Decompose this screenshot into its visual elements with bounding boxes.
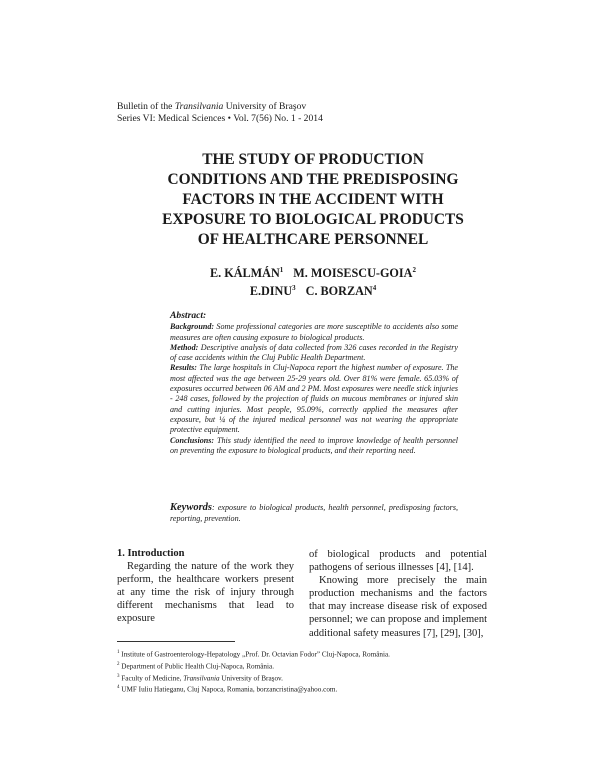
author-line-1: E. KÁLMÁN$^1$ M. MOISESCU-GOIA$^2$: [210, 266, 416, 281]
right-column: [309, 548, 487, 640]
author-list: [100, 263, 526, 299]
paper-title: [100, 150, 526, 250]
footnote-2: $^2$ Department of Public Health Cluj-Napoca, România.: [117, 661, 274, 671]
footnote-3: $^3$ Faculty of Medicine, Transilvania University of Braşov.: [117, 673, 283, 682]
author-line-2: E.DINU$^3$ C. BORZAN$^4$: [249, 284, 377, 299]
journal-header-line1: Bulletin of the Transilvania University of Braşov: [117, 101, 307, 112]
intro-paragraph-right-2: Knowing more precisely the main production mechanisms and the factors that may increase disease risk of exposed personnel; we can propose and implement additional safety measures [7], [29], [30],: [309, 575, 487, 639]
abstract-results: Results: The large hospitals in Cluj-Napoca report the highest number of exposure. The most affected was the age between 25-29 years old. Over 81% were female. 65.03% of exposures occurred between 06 AM and 2 PM. Most exposures were needle stick injuries - 248 cases, followed by the projection of fluids on mucous membranes or injured skin and cutting injuries. Most people, 95.09%, correctly applied the measures after exposure, but ¼ of the injured medical personnel was not wearing the appropriate protective equipment.: [170, 363, 458, 435]
author-borzan: C. BORZAN: [305, 284, 373, 299]
footnotes: [117, 648, 497, 695]
section-heading-introduction: 1. Introduction: [117, 548, 185, 559]
intro-paragraph-left: Regarding the nature of the work they perform, the healthcare workers present at any time the risk of injury through different mechanisms that lead to exposure: [117, 561, 294, 625]
keywords: [170, 502, 458, 524]
title-line-3: FACTORS IN THE ACCIDENT WITH: [182, 191, 444, 208]
footnote-1: $^1$ Institute of Gastroenterology-Hepatology „Prof. Dr. Octavian Fodor” Cluj-Napoca, România.: [117, 650, 390, 659]
abstract-heading: Abstract:: [170, 310, 207, 321]
abstract: [170, 311, 458, 456]
abstract-method: Method: Descriptive analysis of data collected from 326 cases recorded in the Registry of case accidents within the Cluj Public Health Department.: [170, 342, 458, 363]
abstract-background: Background: Some professional categories are more susceptible to accidents also some measures are often causing exposure to biological products.: [170, 322, 458, 342]
keywords-label: Keywords: [170, 502, 212, 513]
intro-paragraph-right-1: of biological products and potential pathogens of serious illnesses [4], [14].: [309, 549, 487, 574]
footnote-divider: [117, 641, 235, 642]
title-line-5: OF HEALTHCARE PERSONNEL: [197, 231, 429, 248]
title-line-4: EXPOSURE TO BIOLOGICAL PRODUCTS: [162, 211, 464, 228]
author-dinu: E.DINU: [249, 284, 293, 299]
abstract-conclusions: Conclusions: This study identified the need to improve knowledge of health personnel on preventing the exposure to biological products, and their reporting need.: [170, 435, 458, 455]
title-line-2: CONDITIONS AND THE PREDISPOSING: [167, 171, 459, 188]
journal-header-line2: Series VI: Medical Sciences • Vol. 7(56) No. 1 - 2014: [117, 113, 323, 124]
journal-header: [117, 101, 323, 125]
university-name: Transilvania: [174, 101, 224, 112]
keywords-text: : exposure to biological products, health personnel, predisposing factors, reporting, prevention.: [170, 503, 458, 523]
title-line-1: THE STUDY OF PRODUCTION: [202, 151, 424, 168]
author-kalman: E. KÁLMÁN: [210, 266, 280, 281]
author-moisescu-goia: M. MOISESCU-GOIA: [293, 266, 413, 281]
left-column: [117, 547, 294, 626]
footnote-4: $^4$ UMF Iuliu Hatieganu, Cluj Napoca, Romania, borzancristina@yahoo.com.: [117, 685, 338, 694]
